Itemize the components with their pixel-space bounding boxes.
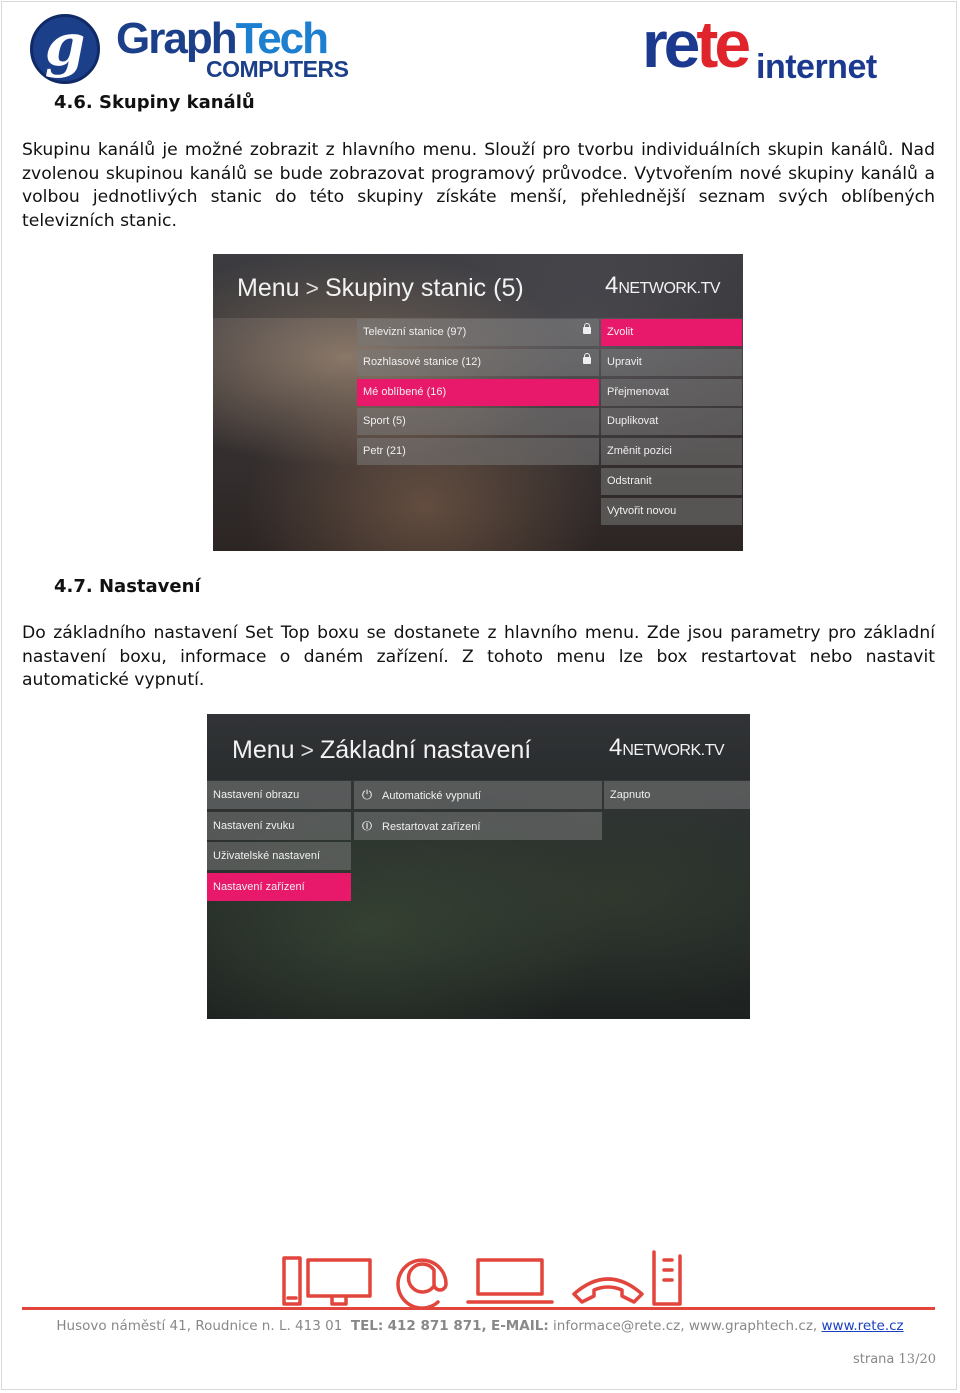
tv-option-automaticke-vypnuti[interactable]: [354, 781, 602, 809]
tv-page-title: Skupiny stanic (5): [324, 274, 524, 302]
monitor-icon: [308, 1260, 370, 1304]
tv-group-petr-21[interactable]: [357, 438, 599, 465]
footer-tel-label: TEL:: [350, 1318, 384, 1334]
tv-menu-item-label: Přejmenovat: [607, 385, 669, 398]
tv-menu-item-label: Automatické vypnutí: [382, 790, 482, 802]
tv-option-restartovat-zarizeni[interactable]: [354, 812, 602, 840]
tv-settings-nastaveni-zarizeni[interactable]: [207, 873, 351, 901]
footer-contact-icons: [22, 1246, 935, 1312]
graphtech-computers: COMPUTERS: [206, 56, 349, 82]
footer-address: Husovo náměstí 41, Roudnice n. L. 413 01: [56, 1318, 343, 1334]
tv-menu-item-label: Televizní stanice (97): [363, 326, 467, 338]
tv-menu-item-label: Odstranit: [607, 475, 652, 487]
tv-menu-item-label: Restartovat zařízení: [382, 820, 481, 833]
footer-divider: [22, 1307, 935, 1310]
tv-group-sport-5[interactable]: [357, 408, 599, 435]
tv-action-zvolit[interactable]: [601, 319, 742, 346]
tv-group-me-oblibene-16[interactable]: [357, 379, 599, 406]
rete-internet-word: internet: [756, 48, 877, 86]
tv-menu-item-label: Upravit: [607, 355, 642, 368]
tv-page-title: Základní nastavení: [319, 736, 532, 764]
tv-menu-item-label: Petr (21): [363, 445, 406, 458]
lock-icon: [583, 357, 591, 364]
chevron-right-icon: >: [305, 275, 319, 301]
graphtech-g-mark: g: [30, 14, 100, 84]
tv-menu-item-label: Zvolit: [607, 326, 634, 338]
tv-settings-nastaveni-obrazu[interactable]: [207, 781, 351, 809]
tv-screenshot-nastaveni: [207, 714, 750, 1019]
laptop-icon: [468, 1260, 552, 1302]
graphtech-wordmark: GraphTech: [116, 14, 328, 63]
tv-action-upravit[interactable]: [601, 349, 742, 376]
chevron-right-icon: >: [300, 737, 314, 763]
tv-settings-nastaveni-zvuku[interactable]: [207, 812, 351, 840]
tv-breadcrumb: [232, 736, 531, 765]
rete-internet-logo: [640, 7, 930, 86]
tv-screenshot-skupiny: [213, 254, 743, 551]
phone-icon: [574, 1279, 642, 1302]
tv-action-zmenit-pozici[interactable]: [601, 438, 742, 465]
fax-icon: [654, 1252, 680, 1304]
tv-breadcrumb: [237, 274, 524, 303]
footer-tel: 412 871 871,: [387, 1318, 487, 1334]
tv-menu-item-label: Sport (5): [363, 415, 406, 428]
mobile-icon: [284, 1258, 300, 1304]
section-heading-skupiny: 4.6. Skupiny kanálů: [54, 92, 255, 113]
section-heading-nastaveni: 4.7. Nastavení: [54, 576, 201, 597]
tv-action-duplikovat[interactable]: [601, 408, 742, 435]
tv-menu-item-label: Vytvořit novou: [607, 504, 677, 517]
power-icon: ⏻: [361, 787, 373, 802]
footer-contact-line: [0, 1318, 960, 1334]
tv-menu-label: Menu: [237, 274, 300, 302]
footer-rete-link[interactable]: www.rete.cz: [821, 1318, 904, 1334]
graphtech-logo: [28, 12, 348, 92]
tv-action-prejmenovat[interactable]: [601, 379, 742, 406]
tv-menu-label: Menu: [232, 736, 295, 764]
tv-group-televizni-stanice-97[interactable]: [357, 319, 599, 346]
footer-email-label: E-MAIL:: [490, 1318, 549, 1334]
tv-action-vytvorit-novou[interactable]: [601, 498, 742, 525]
tv-action-odstranit[interactable]: [601, 468, 742, 495]
tv-menu-item-label: Zapnuto: [610, 789, 651, 801]
tv-menu-item-label: Mé oblíbené (16): [363, 385, 447, 398]
tv-value-zapnuto[interactable]: [604, 781, 750, 809]
lock-icon: [583, 327, 591, 334]
network-tv-logo: 4NETWORK.TV: [609, 734, 725, 761]
network-tv-logo: 4NETWORK.TV: [605, 272, 721, 299]
tv-menu-item-label: Uživatelské nastavení: [213, 850, 320, 862]
page-number: strana 13/20: [853, 1352, 936, 1367]
section-text-skupiny: Skupinu kanálů je možné zobrazit z hlavního menu. Slouží pro tvorbu individuálních skupin kanálů. Nad zvolenou skupinou kanálů se bude zobrazovat programový průvodce. Vytvořením nové skupiny kanálů a volbou jednotlivých stanic do této skupiny získáte menší, přehlednější seznam svých oblíbených televizních stanic.: [22, 140, 935, 231]
tv-menu-item-label: Nastavení obrazu: [213, 789, 300, 801]
rete-wordmark: rete: [642, 7, 748, 81]
tv-menu-item-label: Rozhlasové stanice (12): [363, 355, 482, 368]
restart-icon: ⏼: [361, 817, 373, 833]
tv-settings-uzivatelske-nastaveni[interactable]: [207, 842, 351, 870]
at-sign-icon: [398, 1260, 446, 1308]
tv-menu-item-label: Nastavení zařízení: [213, 880, 305, 893]
tv-menu-item-label: Duplikovat: [607, 415, 659, 428]
tv-group-rozhlasove-stanice-12[interactable]: [357, 349, 599, 376]
section-text-nastaveni: Do základního nastavení Set Top boxu se dostanete z hlavního menu. Zde jsou parametry pro základní nastavení boxu, informace o daném zařízení. Z tohoto menu lze box restartovat nebo nastavit automatické vypnutí.: [22, 623, 935, 690]
footer-email: informace@rete.cz, www.graphtech.cz,: [553, 1318, 818, 1334]
tv-menu-item-label: Změnit pozici: [607, 445, 672, 458]
tv-menu-item-label: Nastavení zvuku: [213, 819, 295, 832]
